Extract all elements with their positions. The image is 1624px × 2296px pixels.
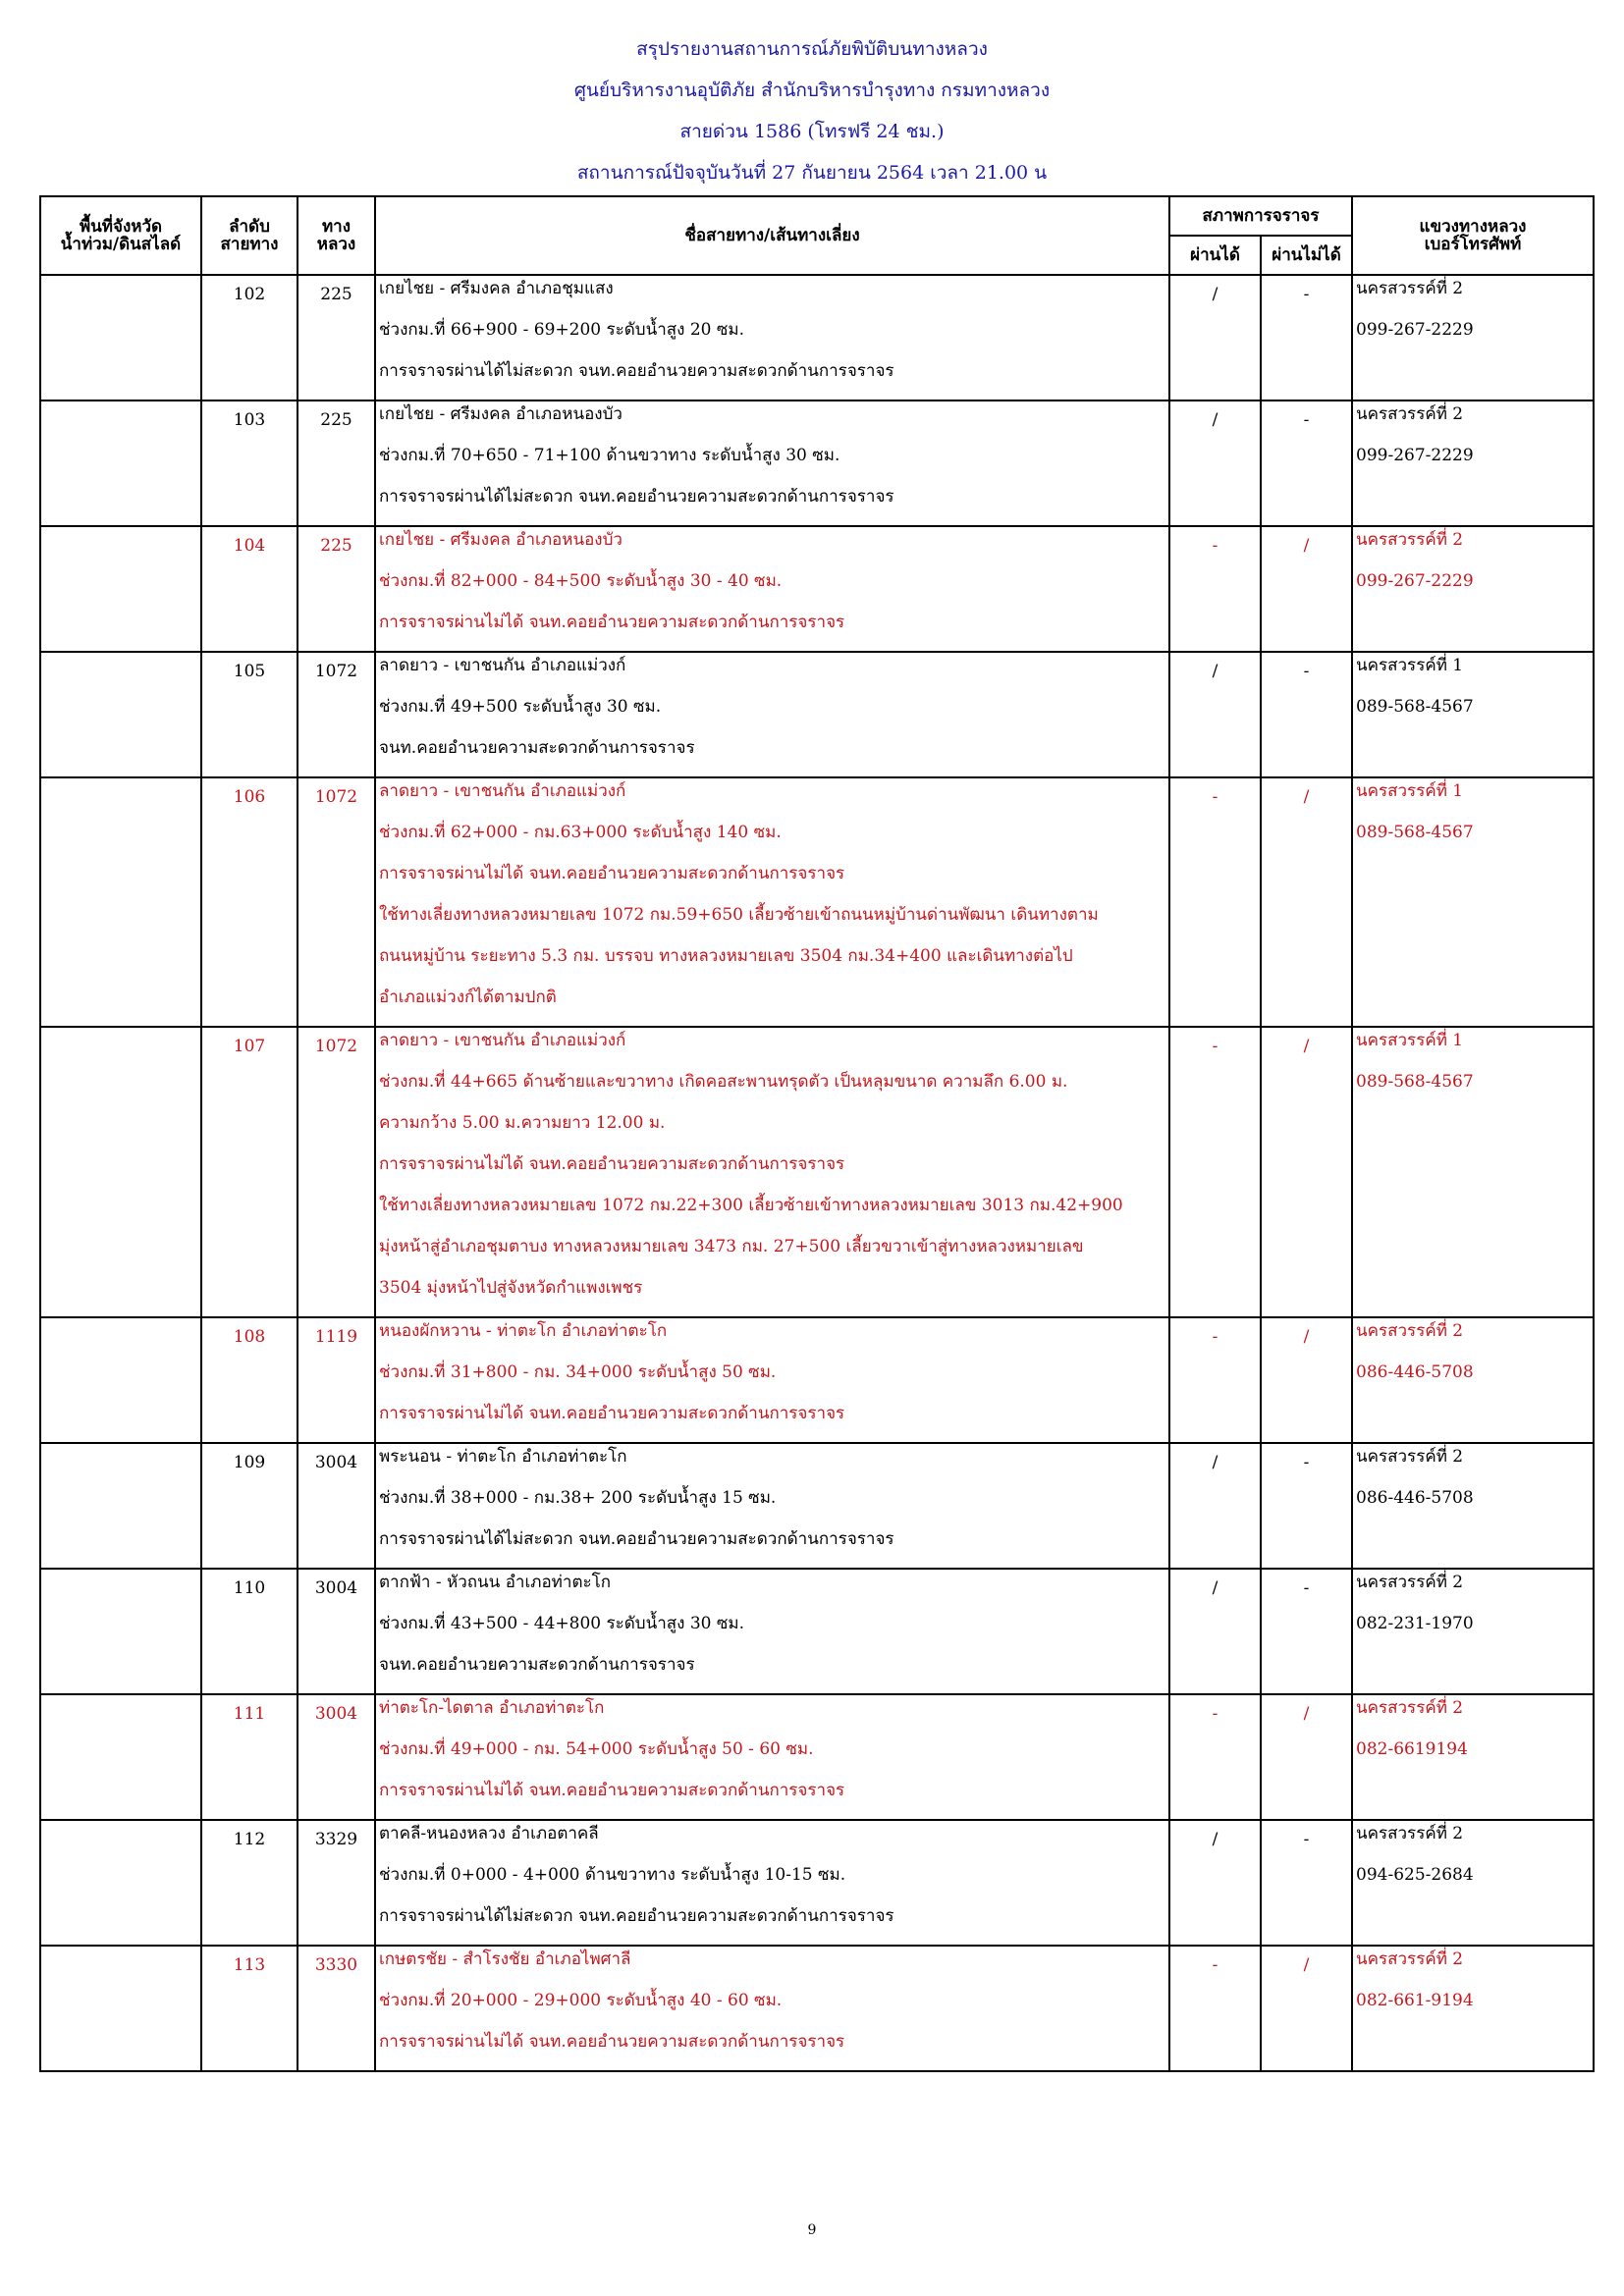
phone-number: 099-267-2229 — [1356, 571, 1474, 591]
report-title: สรุปรายงานสถานการณ์ภัยพิบัติบนทางหลวง — [636, 38, 988, 60]
area-cell — [40, 777, 201, 1027]
office-cell — [1352, 1694, 1594, 1820]
seq-cell: 110 — [201, 1569, 298, 1694]
route-line: หนองผักหวาน - ท่าตะโก อำเภอท่าตะโก — [379, 1321, 668, 1341]
route-line: ช่วงกม.ที่ 82+000 - 84+500 ระดับน้ำสูง 30 - 40 ซม. — [379, 571, 783, 591]
route-cell — [375, 1569, 1169, 1694]
phone-number: 082-661-9194 — [1356, 1991, 1474, 2010]
highway-cell: 1072 — [298, 652, 375, 777]
seq-cell: 111 — [201, 1694, 298, 1820]
area-cell — [40, 526, 201, 652]
table-row — [40, 275, 1594, 400]
passable-cell: - — [1169, 1694, 1261, 1820]
area-cell — [40, 275, 201, 400]
office-cell — [1352, 400, 1594, 526]
impassable-cell: / — [1261, 526, 1352, 652]
hotline: สายด่วน 1586 (โทรฟรี 24 ชม.) — [679, 121, 945, 142]
passable-cell: / — [1169, 275, 1261, 400]
office-name: นครสวรรค์ที่ 2 — [1356, 1573, 1464, 1592]
col-office-header: แขวงทางหลวง เบอร์โทรศัพท์ — [1352, 196, 1594, 275]
highway-cell: 3004 — [298, 1694, 375, 1820]
area-cell — [40, 400, 201, 526]
route-cell — [375, 275, 1169, 400]
table-row — [40, 1694, 1594, 1820]
route-line: ถนนหมู่บ้าน ระยะทาง 5.3 กม. บรรจบ ทางหลวงหมายเลข 3504 กม.34+400 และเดินทางต่อไป — [379, 946, 1073, 966]
passable-cell: - — [1169, 1946, 1261, 2071]
impassable-cell: / — [1261, 1317, 1352, 1443]
seq-cell: 107 — [201, 1027, 298, 1317]
passable-cell: / — [1169, 400, 1261, 526]
highway-cell: 3004 — [298, 1569, 375, 1694]
impassable-cell: - — [1261, 1443, 1352, 1569]
route-line: การจราจรผ่านได้ไม่สะดวก จนท.คอยอำนวยความสะดวกด้านการจราจร — [379, 1529, 894, 1549]
col-highway-header: ทาง หลวง — [298, 196, 375, 275]
seq-cell: 106 — [201, 777, 298, 1027]
passable-cell: / — [1169, 1820, 1261, 1946]
office-name: นครสวรรค์ที่ 2 — [1356, 1321, 1464, 1341]
seq-cell: 104 — [201, 526, 298, 652]
office-name: นครสวรรค์ที่ 2 — [1356, 1698, 1464, 1718]
passable-cell: / — [1169, 652, 1261, 777]
passable-cell: - — [1169, 1317, 1261, 1443]
route-line: การจราจรผ่านได้ไม่สะดวก จนท.คอยอำนวยความสะดวกด้านการจราจร — [379, 487, 894, 507]
impassable-cell: - — [1261, 1820, 1352, 1946]
route-line: การจราจรผ่านไม่ได้ จนท.คอยอำนวยความสะดวกด้านการจราจร — [379, 613, 845, 632]
route-line: จนท.คอยอำนวยความสะดวกด้านการจราจร — [379, 1655, 695, 1675]
phone-number: 086-446-5708 — [1356, 1362, 1474, 1382]
route-line: จนท.คอยอำนวยความสะดวกด้านการจราจร — [379, 738, 695, 758]
route-cell — [375, 526, 1169, 652]
office-cell — [1352, 275, 1594, 400]
passable-cell: - — [1169, 1027, 1261, 1317]
office-name: นครสวรรค์ที่ 1 — [1356, 781, 1464, 801]
seq-cell: 103 — [201, 400, 298, 526]
table-row — [40, 400, 1594, 526]
table-row — [40, 1820, 1594, 1946]
report-date: สถานการณ์ปัจจุบันวันที่ 27 กันยายน 2564 เวลา 21.00 น — [576, 162, 1048, 184]
route-line: การจราจรผ่านไม่ได้ จนท.คอยอำนวยความสะดวกด้านการจราจร — [379, 2032, 845, 2052]
route-line: เกยไชย - ศรีมงคล อำเภอหนองบัว — [379, 530, 623, 550]
highway-cell: 3330 — [298, 1946, 375, 2071]
office-cell — [1352, 652, 1594, 777]
col-passable-header: ผ่านได้ — [1169, 236, 1261, 275]
route-cell — [375, 777, 1169, 1027]
col-impassable-header: ผ่านไม่ได้ — [1261, 236, 1352, 275]
office-name: นครสวรรค์ที่ 2 — [1356, 1949, 1464, 1969]
disaster-table — [39, 195, 1595, 2072]
route-line: ตากฟ้า - หัวถนน อำเภอท่าตะโก — [379, 1573, 612, 1592]
route-cell — [375, 1820, 1169, 1946]
route-line: ความกว้าง 5.00 ม.ความยาว 12.00 ม. — [379, 1113, 666, 1133]
route-line: การจราจรผ่านไม่ได้ จนท.คอยอำนวยความสะดวกด้านการจราจร — [379, 864, 845, 883]
route-line: ใช้ทางเลี่ยงทางหลวงหมายเลข 1072 กม.59+650 เลี้ยวซ้ายเข้าถนนหมู่บ้านด่านพัฒนา เดินทางตาม — [379, 905, 1099, 925]
route-cell — [375, 1946, 1169, 2071]
route-line: ลาดยาว - เขาชนกัน อำเภอแม่วงก์ — [379, 656, 626, 675]
office-name: นครสวรรค์ที่ 2 — [1356, 1824, 1464, 1843]
office-name: นครสวรรค์ที่ 2 — [1356, 530, 1464, 550]
area-cell — [40, 1820, 201, 1946]
highway-cell: 1119 — [298, 1317, 375, 1443]
route-line: ช่วงกม.ที่ 49+500 ระดับน้ำสูง 30 ซม. — [379, 697, 662, 717]
page-number: 9 — [807, 2222, 817, 2238]
route-cell — [375, 652, 1169, 777]
seq-cell: 105 — [201, 652, 298, 777]
route-line: ตาคลี-หนองหลวง อำเภอตาคลี — [379, 1824, 599, 1843]
route-line: การจราจรผ่านไม่ได้ จนท.คอยอำนวยความสะดวกด้านการจราจร — [379, 1154, 845, 1174]
seq-cell: 113 — [201, 1946, 298, 2071]
route-line: ช่วงกม.ที่ 0+000 - 4+000 ด้านขวาทาง ระดับน้ำสูง 10-15 ซม. — [379, 1865, 846, 1885]
passable-cell: / — [1169, 1443, 1261, 1569]
office-cell — [1352, 526, 1594, 652]
table-row — [40, 1443, 1594, 1569]
highway-cell: 3329 — [298, 1820, 375, 1946]
office-cell — [1352, 1946, 1594, 2071]
area-cell — [40, 1569, 201, 1694]
table-row — [40, 652, 1594, 777]
office-cell — [1352, 1820, 1594, 1946]
seq-cell: 102 — [201, 275, 298, 400]
office-cell — [1352, 1443, 1594, 1569]
table-row — [40, 1946, 1594, 2071]
route-line: ลาดยาว - เขาชนกัน อำเภอแม่วงก์ — [379, 781, 626, 801]
highway-cell: 3004 — [298, 1443, 375, 1569]
office-name: นครสวรรค์ที่ 2 — [1356, 404, 1464, 424]
seq-cell: 112 — [201, 1820, 298, 1946]
route-line: ช่วงกม.ที่ 62+000 - กม.63+000 ระดับน้ำสูง 140 ซม. — [379, 823, 782, 842]
report-header — [0, 39, 1624, 204]
highway-cell: 1072 — [298, 1027, 375, 1317]
office-name: นครสวรรค์ที่ 1 — [1356, 656, 1464, 675]
table-row — [40, 1317, 1594, 1443]
route-line: การจราจรผ่านไม่ได้ จนท.คอยอำนวยความสะดวกด้านการจราจร — [379, 1404, 845, 1423]
impassable-cell: / — [1261, 1027, 1352, 1317]
table-row — [40, 1569, 1594, 1694]
office-name: นครสวรรค์ที่ 1 — [1356, 1031, 1464, 1050]
seq-cell: 109 — [201, 1443, 298, 1569]
table-row — [40, 1027, 1594, 1317]
route-line: อำเภอแม่วงก์ได้ตามปกติ — [379, 988, 557, 1007]
route-line: พระนอน - ท่าตะโก อำเภอท่าตะโก — [379, 1447, 627, 1467]
area-cell — [40, 1443, 201, 1569]
area-cell — [40, 1946, 201, 2071]
route-line: ช่วงกม.ที่ 49+000 - กม. 54+000 ระดับน้ำสูง 50 - 60 ซม. — [379, 1739, 814, 1759]
route-line: เกยไชย - ศรีมงคล อำเภอชุมแสง — [379, 279, 614, 298]
col-traffic-header: สภาพการจราจร — [1169, 196, 1352, 236]
office-cell — [1352, 1569, 1594, 1694]
impassable-cell: - — [1261, 652, 1352, 777]
route-line: ใช้ทางเลี่ยงทางหลวงหมายเลข 1072 กม.22+300 เลี้ยวซ้ายเข้าทางหลวงหมายเลข 3013 กม.42+900 — [379, 1196, 1123, 1215]
route-line: ช่วงกม.ที่ 31+800 - กม. 34+000 ระดับน้ำสูง 50 ซม. — [379, 1362, 777, 1382]
route-line: 3504 มุ่งหน้าไปสู่จังหวัดกำแพงเพชร — [379, 1278, 643, 1298]
area-cell — [40, 1317, 201, 1443]
route-cell — [375, 1443, 1169, 1569]
office-cell — [1352, 1027, 1594, 1317]
impassable-cell: - — [1261, 1569, 1352, 1694]
route-line: ลาดยาว - เขาชนกัน อำเภอแม่วงก์ — [379, 1031, 626, 1050]
highway-cell: 1072 — [298, 777, 375, 1027]
office-cell — [1352, 1317, 1594, 1443]
phone-number: 082-6619194 — [1356, 1739, 1468, 1759]
phone-number: 094-625-2684 — [1356, 1865, 1474, 1885]
route-cell — [375, 1694, 1169, 1820]
route-line: การจราจรผ่านได้ไม่สะดวก จนท.คอยอำนวยความสะดวกด้านการจราจร — [379, 1906, 894, 1926]
impassable-cell: / — [1261, 1694, 1352, 1820]
impassable-cell: - — [1261, 400, 1352, 526]
highway-cell: 225 — [298, 400, 375, 526]
route-line: ช่วงกม.ที่ 44+665 ด้านซ้ายและขวาทาง เกิดคอสะพานทรุดตัว เป็นหลุมขนาด ความลึก 6.00 ม. — [379, 1072, 1068, 1092]
table-row — [40, 777, 1594, 1027]
highway-cell: 225 — [298, 275, 375, 400]
area-cell — [40, 1027, 201, 1317]
passable-cell: / — [1169, 1569, 1261, 1694]
passable-cell: - — [1169, 526, 1261, 652]
route-line: การจราจรผ่านได้ไม่สะดวก จนท.คอยอำนวยความสะดวกด้านการจราจร — [379, 361, 894, 381]
office-cell — [1352, 777, 1594, 1027]
passable-cell: - — [1169, 777, 1261, 1027]
phone-number: 099-267-2229 — [1356, 320, 1474, 340]
route-cell — [375, 1027, 1169, 1317]
route-line: มุ่งหน้าสู่อำเภอชุมตาบง ทางหลวงหมายเลข 3473 กม. 27+500 เลี้ยวขวาเข้าสู่ทางหลวงหมายเลข — [379, 1237, 1084, 1256]
phone-number: 099-267-2229 — [1356, 446, 1474, 465]
route-line: ช่วงกม.ที่ 43+500 - 44+800 ระดับน้ำสูง 30 ซม. — [379, 1614, 745, 1633]
phone-number: 089-568-4567 — [1356, 1072, 1474, 1092]
route-line: เกษตรชัย - สำโรงชัย อำเภอไพศาลี — [379, 1949, 631, 1969]
route-line: ช่วงกม.ที่ 38+000 - กม.38+ 200 ระดับน้ำสูง 15 ซม. — [379, 1488, 777, 1508]
highway-cell: 225 — [298, 526, 375, 652]
col-seq-header: ลำดับ สายทาง — [201, 196, 298, 275]
impassable-cell: / — [1261, 1946, 1352, 2071]
phone-number: 082-231-1970 — [1356, 1614, 1474, 1633]
report-subtitle: ศูนย์บริหารงานอุบัติภัย สำนักบริหารบำรุงทาง กรมทางหลวง — [573, 80, 1051, 101]
phone-number: 086-446-5708 — [1356, 1488, 1474, 1508]
impassable-cell: - — [1261, 275, 1352, 400]
route-line: ช่วงกม.ที่ 20+000 - 29+000 ระดับน้ำสูง 40 - 60 ซม. — [379, 1991, 783, 2010]
route-line: ช่วงกม.ที่ 70+650 - 71+100 ด้านขวาทาง ระดับน้ำสูง 30 ซม. — [379, 446, 840, 465]
route-cell — [375, 1317, 1169, 1443]
phone-number: 089-568-4567 — [1356, 697, 1474, 717]
impassable-cell: / — [1261, 777, 1352, 1027]
office-name: นครสวรรค์ที่ 2 — [1356, 279, 1464, 298]
phone-number: 089-568-4567 — [1356, 823, 1474, 842]
area-cell — [40, 652, 201, 777]
table-row — [40, 526, 1594, 652]
col-route-header: ชื่อสายทาง/เส้นทางเลี่ยง — [375, 196, 1169, 275]
route-line: ท่าตะโก-ไดตาล อำเภอท่าตะโก — [379, 1698, 605, 1718]
route-line: ช่วงกม.ที่ 66+900 - 69+200 ระดับน้ำสูง 20 ซม. — [379, 320, 745, 340]
route-line: เกยไชย - ศรีมงคล อำเภอหนองบัว — [379, 404, 623, 424]
seq-cell: 108 — [201, 1317, 298, 1443]
area-cell — [40, 1694, 201, 1820]
office-name: นครสวรรค์ที่ 2 — [1356, 1447, 1464, 1467]
route-line: การจราจรผ่านไม่ได้ จนท.คอยอำนวยความสะดวกด้านการจราจร — [379, 1781, 845, 1800]
route-cell — [375, 400, 1169, 526]
col-area-header: พื้นที่จังหวัด น้ำท่วม/ดินสไลด์ — [40, 196, 201, 275]
